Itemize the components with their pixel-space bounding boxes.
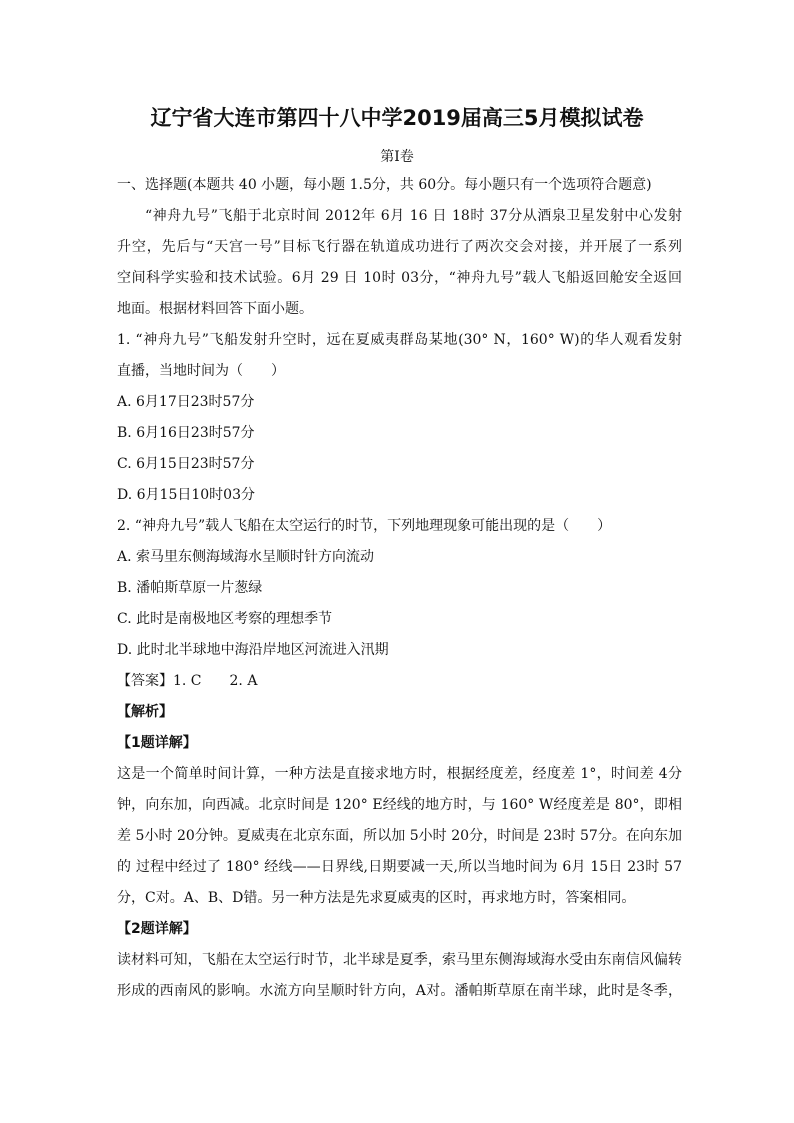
q2-explanation-line: 读材料可知，飞船在太空运行时节，北半球是夏季，索马里东侧海域海水受由东南信风偏转 (117, 952, 682, 968)
q2-explanation-line: 形成的西南风的影响。水流方向呈顺时针方向，A对。潘帕斯草原在南半球，此时是冬季， (117, 983, 682, 999)
q1-explanation-line: 分，C对。A、B、D错。另一种方法是先求夏威夷的区时，再求地方时，答案相同。 (117, 890, 636, 906)
question-2-option-d: D. 此时北半球地中海沿岸地区河流进入汛期 (117, 642, 389, 658)
q1-explanation-line: 这是一个简单时间计算，一种方法是直接求地方时，根据经度差，经度差 1°，时间差 4分 (117, 766, 682, 782)
material-paragraph-line: “神舟九号”飞船于北京时间 2012年 6月 16 日 18时 37分从酒泉卫星发射中心发射 (145, 208, 682, 224)
material-paragraph-line: 空间科学实验和技术试验。6月 29 日 10时 03分，“神舟九号”载人飞船返回舱安全返回 (117, 270, 682, 286)
question-2-option-b: B. 潘帕斯草原一片葱绿 (117, 580, 263, 596)
section-subtitle: 第I卷 (380, 149, 414, 165)
analysis-heading: 【解析】 (117, 704, 173, 720)
section-heading: 一、选择题(本题共 40 小题，每小题 1.5分，共 60分。每小题只有一个选项符合题意) (117, 177, 652, 193)
q1-explanation-line: 钟，向东加，向西减。北京时间是 120° E经线的地方时，与 160° W经度差是 80°，即相 (117, 797, 682, 813)
question-1-option-b: B. 6月16日23时57分 (117, 425, 255, 441)
question-2-line: 2. “神舟九号”载人飞船在太空运行的时节，下列地理现象可能出现的是（ ） (117, 518, 612, 534)
question-1-option-c: C. 6月15日23时57分 (117, 456, 255, 472)
material-paragraph-line: 地面。根据材料回答下面小题。 (117, 301, 313, 317)
q1-explanation-line: 差 5小时 20分钟。夏威夷在北京东面，所以加 5小时 20分，时间是 23时 57分。在向东加 (117, 828, 682, 844)
question-1-option-d: D. 6月15日10时03分 (117, 487, 255, 503)
q1-detail-heading: 【1题详解】 (117, 735, 197, 751)
question-1-option-a: A. 6月17日23时57分 (117, 394, 255, 410)
question-2-option-c: C. 此时是南极地区考察的理想季节 (117, 611, 333, 627)
document-title: 辽宁省大连市第四十八中学2019届高三5月模拟试卷 (150, 106, 644, 130)
document-body (117, 170, 682, 1007)
material-paragraph-line: 升空，先后与“天宫一号”目标飞行器在轨道成功进行了两次交会对接，并开展了一系列 (117, 239, 682, 255)
question-1-line: 直播，当地时间为（ ） (117, 363, 285, 379)
question-2-option-a: A. 索马里东侧海域海水呈顺时针方向流动 (117, 549, 375, 565)
question-1-line: 1. “神舟九号”飞船发射升空时，远在夏威夷群岛某地(30° N，160° W)的华人观看发射 (117, 332, 682, 348)
q2-detail-heading: 【2题详解】 (117, 921, 197, 937)
q1-explanation-line: 的 过程中经过了 180° 经线——日界线,日期要减一天,所以当地时间为 6月 15日 23时 57 (117, 859, 682, 875)
answer-line: 【答案】1. C 2. A (117, 673, 258, 689)
